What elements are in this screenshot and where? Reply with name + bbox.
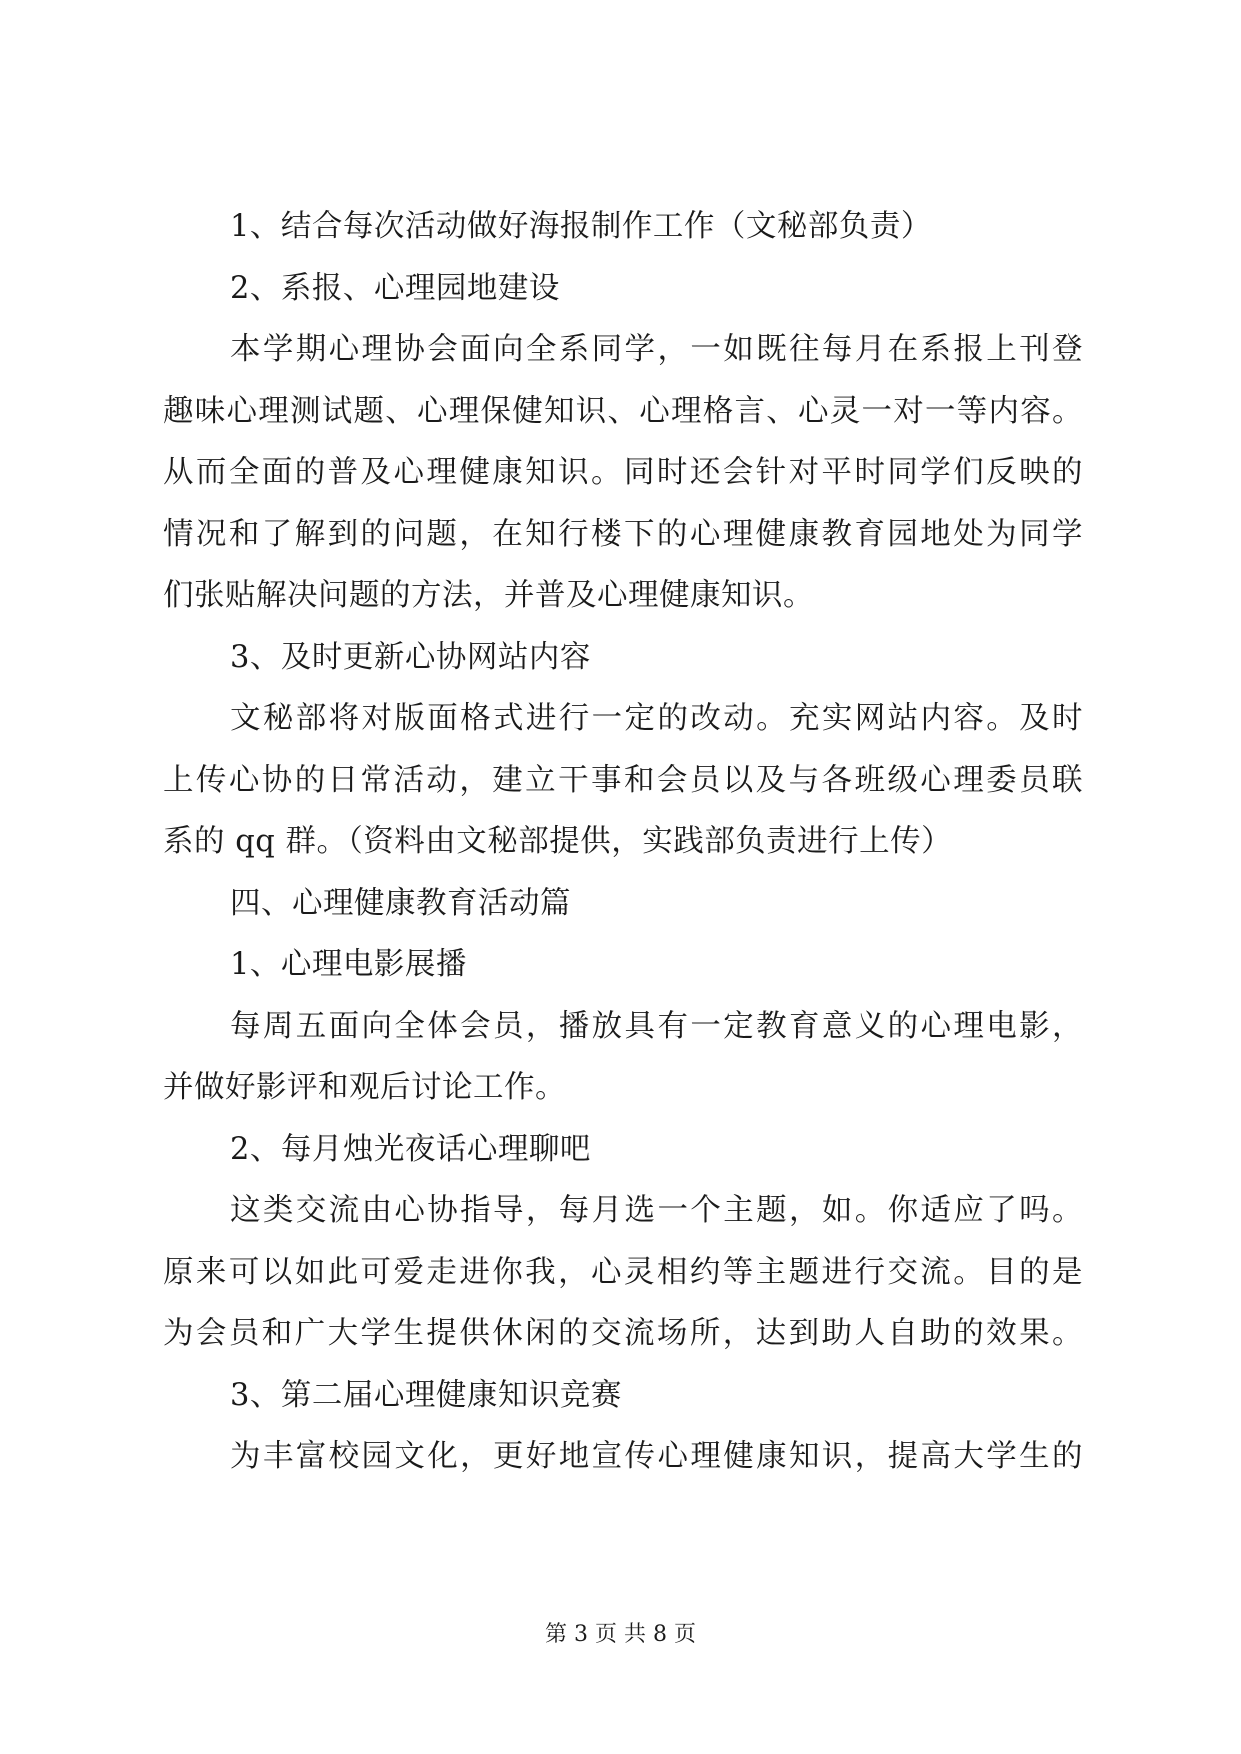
list-item-heading: 3、及时更新心协网站内容 (230, 639, 591, 675)
list-item-heading: 1、结合每次活动做好海报制作工作（文秘部负责） (230, 209, 932, 244)
paragraph-line: 上传心协的日常活动，建立干事和会员以及与各班级心理委员联 (163, 762, 1083, 798)
document-body (163, 196, 1083, 1488)
section-heading: 四、心理健康教育活动篇 (230, 885, 571, 921)
paragraph-line: 并做好影评和观后讨论工作。 (163, 1070, 566, 1105)
paragraph-line: 这类交流由心协指导，每月选一个主题，如。你适应了吗。 (230, 1193, 1083, 1228)
list-item-heading: 1、心理电影展播 (230, 947, 467, 982)
paragraph-line: 为丰富校园文化，更好地宣传心理健康知识，提高大学生的 (230, 1439, 1083, 1474)
list-item-heading: 2、系报、心理园地建设 (230, 270, 560, 306)
paragraph-line: 原来可以如此可爱走进你我，心灵相约等主题进行交流。目的是 (163, 1254, 1083, 1290)
paragraph-line: 每周五面向全体会员，播放具有一定教育意义的心理电影， (230, 1008, 1083, 1044)
paragraph-line: 情况和了解到的问题，在知行楼下的心理健康教育园地处为同学 (163, 516, 1083, 552)
paragraph-line: 们张贴解决问题的方法，并普及心理健康知识。 (163, 578, 814, 613)
list-item-heading: 2、每月烛光夜话心理聊吧 (230, 1131, 591, 1167)
paragraph-line: 从而全面的普及心理健康知识。同时还会针对平时同学们反映的 (163, 455, 1083, 490)
page-number-footer: 第 3 页 共 8 页 (545, 1622, 696, 1647)
paragraph-line: 趣味心理测试题、心理保健知识、心理格言、心灵一对一等内容。 (163, 393, 1083, 429)
paragraph-line: 文秘部将对版面格式进行一定的改动。充实网站内容。及时 (230, 701, 1083, 736)
paragraph-line: 本学期心理协会面向全系同学，一如既往每月在系报上刊登 (230, 332, 1083, 367)
paragraph-line: 系的 qq 群。（资料由文秘部提供，实践部负责进行上传） (163, 824, 953, 859)
paragraph-line: 为会员和广大学生提供休闲的交流场所，达到助人自助的效果。 (163, 1316, 1083, 1351)
list-item-heading: 3、第二届心理健康知识竞赛 (230, 1377, 622, 1413)
